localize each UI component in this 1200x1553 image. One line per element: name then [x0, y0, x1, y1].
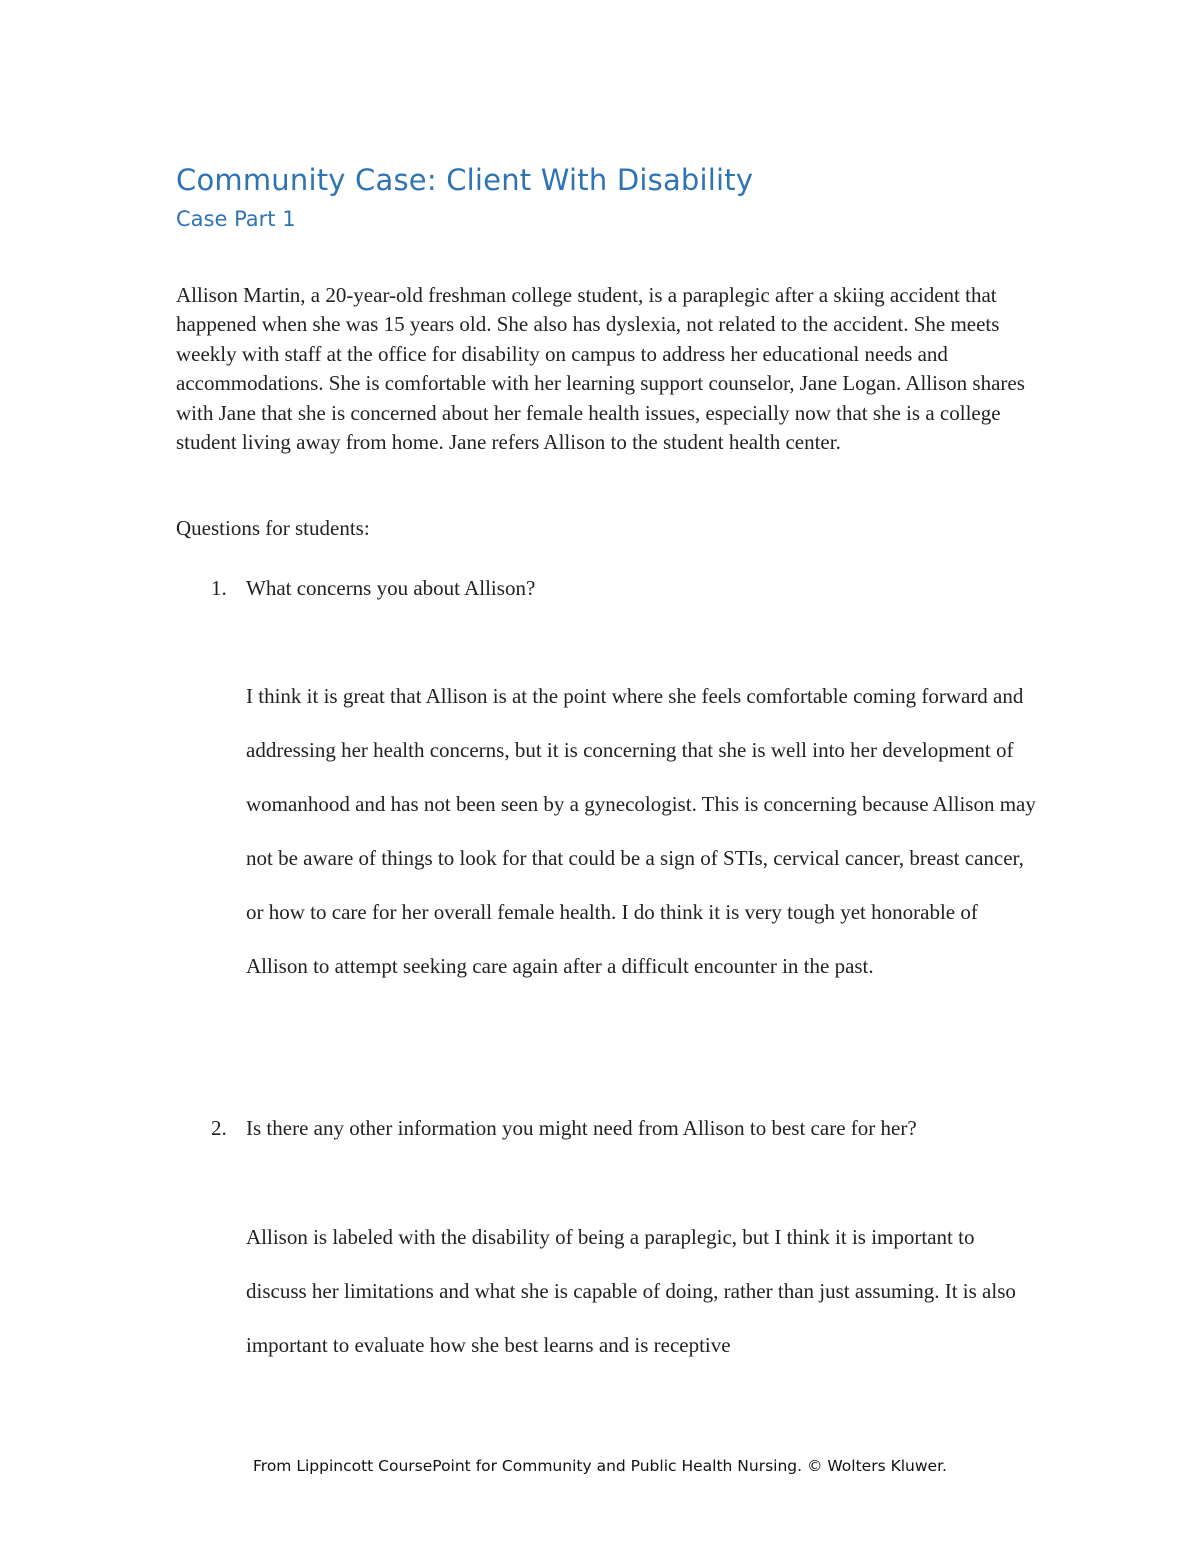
- case-intro-paragraph: Allison Martin, a 20-year-old freshman college student, is a paraplegic after a skiing accident that happened when she was 15 years old. She also has dyslexia, not related to the accident. She meets weekly with staff at the office for disability on campus to address her educational needs and accommodations. She is comfortable with her learning support counselor, Jane Logan. Allison shares with Jane that she is concerned about her female health issues, especially now that she is a college student living away from home. Jane refers Allison to the student health center.: [176, 283, 1025, 455]
- questions-label: Questions for students:: [176, 516, 370, 540]
- question-2-answer: Allison is labeled with the disability of being a paraplegic, but I think it is important to discuss her limitations and what she is capable of doing, rather than just assuming. It is also important to evaluate how she best learns and is receptive: [246, 1225, 1016, 1357]
- question-1-number: 1.: [211, 576, 227, 600]
- question-2-text: Is there any other information you might need from Allison to best care for her?: [246, 1116, 917, 1140]
- question-1-text: What concerns you about Allison?: [246, 576, 536, 600]
- case-part-heading: Case Part 1: [176, 207, 296, 231]
- page-title: Community Case: Client With Disability: [176, 163, 754, 197]
- question-2-number: 2.: [211, 1116, 227, 1140]
- page-footer: From Lippincott CoursePoint for Community and Public Health Nursing. © Wolters Kluwer.: [253, 1457, 947, 1475]
- question-1-answer: I think it is great that Allison is at the point where she feels comfortable coming forward and addressing her health concerns, but it is concerning that she is well into her development of womanhood and has not been seen by a gynecologist. This is concerning because Allison may not be aware of things to look for that could be a sign of STIs, cervical cancer, breast cancer, or how to care for her overall female health. I do think it is very tough yet honorable of Allison to attempt seeking care again after a difficult encounter in the past.: [246, 684, 1036, 978]
